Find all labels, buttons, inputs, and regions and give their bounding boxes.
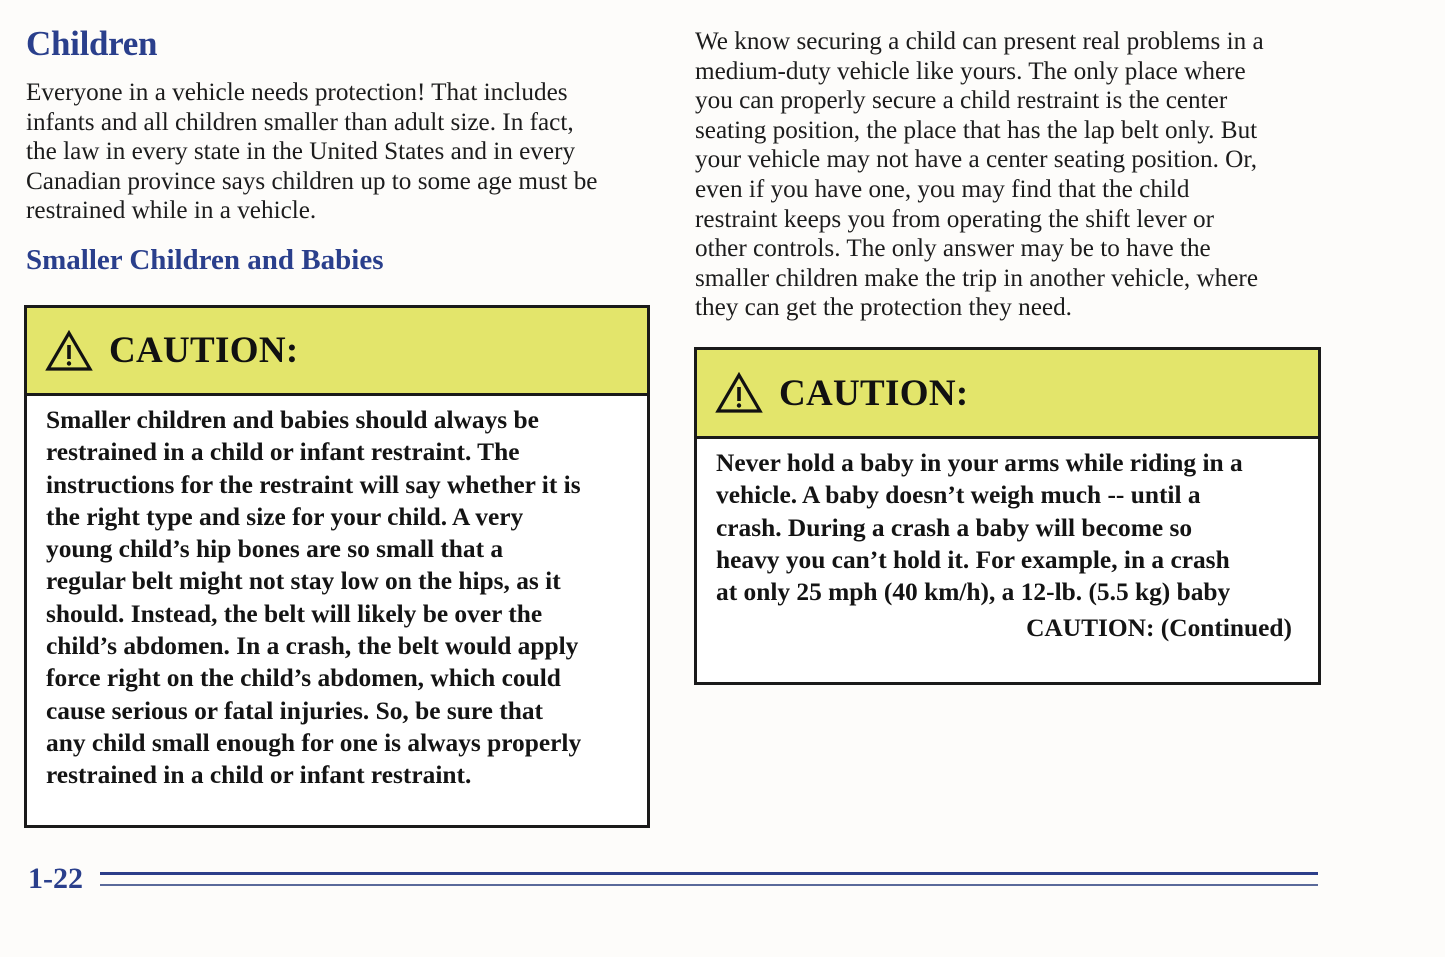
text-line: cause serious or fatal injuries. So, be sure that [46,696,543,725]
caution-title: CAUTION: [109,330,299,371]
text-line: Everyone in a vehicle needs protection! That includes [26,79,568,106]
text-line: other controls. The only answer may be to have the [695,235,1211,263]
text-line: at only 25 mph (40 km/h), a 12-lb. (5.5 kg) baby [716,578,1231,607]
caution-continued-label: CAUTION: (Continued) [1026,614,1292,643]
text-line: infants and all children smaller than adult size. In fact, [26,108,574,136]
text-line: heavy you can’t hold it. For example, in a crash [716,545,1230,574]
text-line: force right on the child’s abdomen, which could [46,664,561,693]
text-line: even if you have one, you may find that the child [695,175,1190,203]
text-line: restrained in a child or infant restraint. The [46,438,520,467]
text-line: should. Instead, the belt will likely be over the [46,599,543,628]
intro-paragraph [26,78,597,226]
section-heading-children: Children [26,24,158,63]
caution-header [27,308,647,396]
page-number: 1-22 [28,862,83,895]
caution-box-right [694,347,1321,685]
warning-triangle-icon [45,330,93,372]
text-line: We know securing a child can present real problems in a [695,28,1264,55]
text-line: Never hold a baby in your arms while riding in a [716,449,1243,477]
text-line: restraint keeps you from operating the shift lever or [695,205,1214,233]
text-line: your vehicle may not have a center seating position. Or, [695,146,1258,174]
text-line: any child small enough for one is always properly [46,728,582,757]
text-line: smaller children make the trip in another vehicle, where [695,264,1258,292]
caution-box-left [24,305,650,828]
right-intro-paragraph [695,27,1264,323]
caution-header [697,350,1318,439]
footer-rule-thick [100,872,1318,875]
text-line: restrained while in a vehicle. [26,197,317,225]
text-line: restrained in a child or infant restraint. [46,761,472,790]
text-line: seating position, the place that has the lap belt only. But [695,116,1258,144]
text-line: the right type and size for your child. A very [46,502,524,531]
text-line: the law in every state in the United States and in every [26,138,576,166]
text-line: young child’s hip bones are so small that a [46,535,504,564]
text-line: regular belt might not stay low on the hips, as it [46,567,561,596]
text-line: crash. During a crash a baby will become so [716,513,1193,542]
text-line: child’s abdomen. In a crash, the belt would apply [46,632,579,661]
text-line: instructions for the restraint will say whether it is [46,470,581,499]
text-line: you can properly secure a child restraint is the center [695,87,1228,115]
text-line: medium-duty vehicle like yours. The only place where [695,57,1246,85]
subheading-smaller-children: Smaller Children and Babies [26,244,384,276]
text-line: Canadian province says children up to some age must be [26,167,598,195]
caution-title: CAUTION: [779,372,969,414]
warning-triangle-icon [715,372,763,414]
caution-body [697,439,1318,645]
text-line: they can get the protection they need. [695,294,1072,322]
text-line: Smaller children and babies should always be [46,406,539,434]
footer-rule-thin [100,884,1318,886]
caution-body [27,396,647,792]
text-line: vehicle. A baby doesn’t weigh much -- until a [716,481,1201,510]
